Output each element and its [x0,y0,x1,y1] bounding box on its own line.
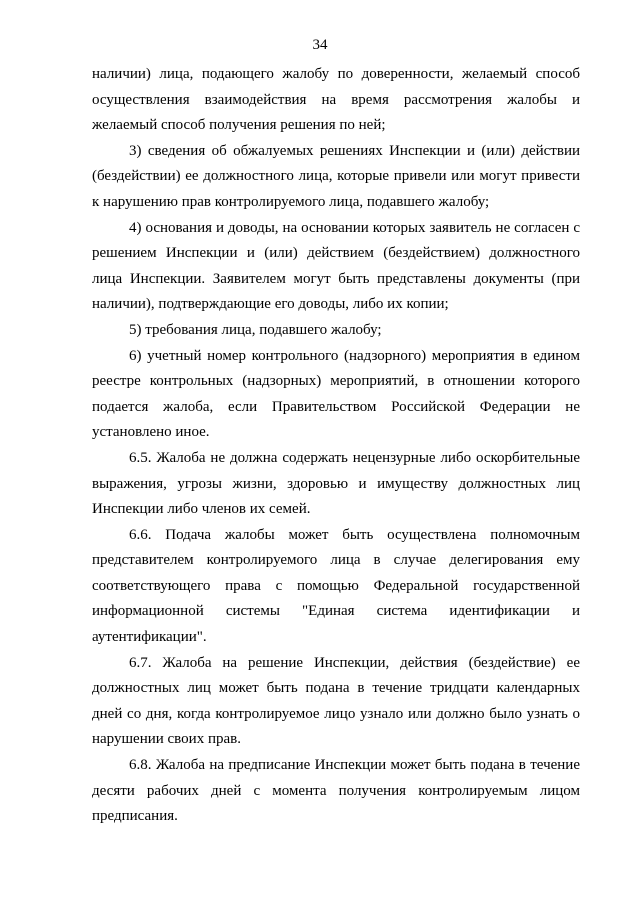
paragraph-continuation: наличии) лица, подающего жалобу по доверенности, желаемый способ осуществления взаимодействия на время рассмотрения жалобы и желаемый способ получения решения по ней; [92,66,580,134]
paragraph-item-6: 6) учетный номер контрольного (надзорного) мероприятия в едином реестре контрольных (надзорных) мероприятий, в отношении которого подается жалоба, если Правительством Российской Федерации не установлено иное. [92,347,580,441]
paragraph-6-8: 6.8. Жалоба на предписание Инспекции может быть подана в течение десяти рабочих дней с момента получения контролируемым лицом предписания. [92,757,580,825]
page-number: 34 [312,37,328,53]
paragraph-6-7: 6.7. Жалоба на решение Инспекции, действия (бездействие) ее должностных лиц может быть подана в течение тридцати календарных дней со дня, когда контролируемое лицо узнало или должно было узнать о нарушении своих прав. [92,654,580,748]
paragraph-item-5: 5) требования лица, подавшего жалобу; [129,321,382,338]
paragraph-item-3: 3) сведения об обжалуемых решениях Инспекции и (или) действии (бездействии) ее должностного лица, которые привели или могут привести к нарушению прав контролируемого лица, подавшего жалобу; [92,142,580,210]
paragraph-item-4: 4) основания и доводы, на основании которых заявитель не согласен с решением Инспекции и (или) действием (бездействием) должностного лица Инспекции. Заявителем могут быть представлены документы (при наличии), подтверждающие его доводы, либо их копии; [92,219,580,313]
paragraph-6-5: 6.5. Жалоба не должна содержать нецензурные либо оскорбительные выражения, угрозы жизни, здоровью и имуществу должностных лиц Инспекции либо членов их семей. [92,449,580,518]
document-body [92,62,580,830]
paragraph-6-6: 6.6. Подача жалобы может быть осуществлена полномочным представителем контролируемого лица в случае делегирования ему соответствующего права с помощью Федеральной государственной информационной системы "Единая система идентификации и аутентификации". [92,526,580,646]
